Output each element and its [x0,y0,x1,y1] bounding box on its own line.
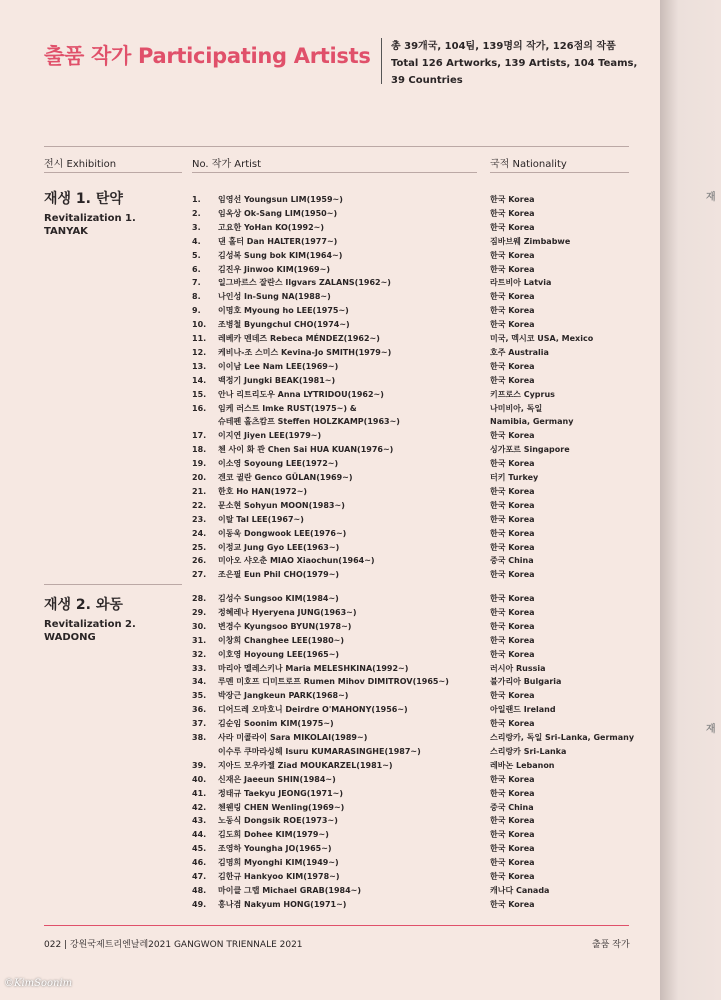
row-artist: 임옥상 Ok-Sang LIM(1950~) [218,208,338,218]
column-rule-exhibition [44,172,182,173]
section-subtitle-line: WADONG [44,632,96,643]
row-nationality: 한국 Korea [490,542,535,552]
row-number: 35. [192,691,207,701]
row-nationality: 아일랜드 Ireland [490,705,556,715]
row-number: 7. [192,278,201,288]
row-artist: 댄 홀터 Dan HALTER(1977~) [218,236,338,246]
row-nationality: 한국 Korea [490,830,535,840]
footer-page-info: 022 | 강원국제트리엔날레2021 GANGWON TRIENNALE 2021 [44,940,303,950]
row-artist: 변경수 Kyungsoo BYUN(1978~) [218,621,352,631]
row-artist: 고요한 YoHan KO(1992~) [218,222,325,232]
row-number: 45. [192,844,207,854]
row-artist: 백정기 Jungki BEAK(1981~) [218,375,336,385]
row-nationality: 한국 Korea [490,459,535,469]
row-nationality: 한국 Korea [490,375,535,385]
footer-rule [44,925,629,926]
row-nationality: 한국 Korea [490,844,535,854]
row-nationality: 한국 Korea [490,222,535,232]
row-nationality: 한국 Korea [490,306,535,316]
row-number: 39. [192,760,207,770]
row-number: 1. [192,195,201,204]
row-number: 11. [192,334,207,343]
row-nationality: 중국 China [490,802,534,812]
row-nationality: 레바논 Lebanon [490,760,555,770]
row-artist: 임영선 Youngsun LIM(1959~) [218,195,343,204]
row-artist: 김성수 Sungsoo KIM(1984~) [218,594,339,603]
row-number: 33. [192,663,207,673]
row-artist: 정혜레나 Hyeryena JUNG(1963~) [218,607,357,617]
row-nationality: 한국 Korea [490,486,535,496]
row-number: 37. [192,719,207,729]
row-nationality: 미국, 멕시코 USA, Mexico [490,334,594,343]
row-nationality: 라트비아 Latvia [490,278,552,288]
next-page-fragment: 재 [706,724,716,735]
row-number: 31. [192,635,207,645]
section-title: 재생 1. 탄약 [44,191,123,207]
row-number: 21. [192,486,207,496]
row-nationality: 한국 Korea [490,774,535,784]
row-artist: 이이남 Lee Nam LEE(1969~) [218,361,339,371]
row-nationality: 한국 Korea [490,264,535,274]
row-number: 49. [192,899,207,909]
row-nationality: 한국 Korea [490,528,535,538]
row-artist: 일그바르스 잘란스 Ilgvars ZALANS(1962~) [218,278,391,288]
row-nationality: 캐나다 Canada [490,885,550,895]
row-artist: 마리아 멜레스키나 Maria MELESHKINA(1992~) [218,663,409,673]
row-number: 30. [192,621,207,631]
row-artist: 지아드 모우카젤 Ziad MOUKARZEL(1981~) [218,760,393,770]
row-number: 10. [192,320,207,330]
row-artist: 첸웬링 CHEN Wenling(1969~) [218,802,345,812]
row-nationality: 러시아 Russia [490,663,546,673]
row-artist: 이탈 Tal LEE(1967~) [218,514,304,524]
row-nationality: 한국 Korea [490,250,535,260]
row-artist: 첸 사이 화 콴 Chen Sai HUA KUAN(1976~) [218,445,394,455]
row-nationality: 나미비아, 독일 [490,403,543,413]
row-number: 48. [192,885,207,895]
row-artist: 이창희 Changhee LEE(1980~) [218,635,344,645]
row-number: 25. [192,542,207,552]
row-nationality: 한국 Korea [490,621,535,631]
row-artist: 겐코 귈란 Genco GÜLAN(1969~) [218,473,353,482]
row-nationality: 한국 Korea [490,899,535,909]
summary-line: Total 126 Artworks, 139 Artists, 104 Teams, [391,58,638,69]
row-number: 22. [192,500,207,510]
summary-line: 39 Countries [391,75,463,86]
row-artist: 이명호 Myoung ho LEE(1975~) [218,306,349,316]
row-number: 15. [192,389,207,399]
section-subtitle [44,618,136,644]
row-nationality: 스리랑카, 독일 Sri-Lanka, Germany [490,733,635,742]
row-artist: 김성복 Sung bok KIM(1964~) [218,250,343,260]
row-number: 46. [192,858,207,868]
row-artist: 루멘 미호프 디미트로프 Rumen Mihov DIMITROV(1965~) [218,677,449,687]
row-number: 23. [192,514,207,524]
row-nationality: 한국 Korea [490,816,535,826]
row-artist: 김도희 Dohee KIM(1979~) [218,830,329,840]
row-number: 16. [192,403,207,413]
row-artist: 레베카 멘데즈 Rebeca MÉNDEZ(1962~) [218,334,380,343]
row-number: 32. [192,649,207,659]
row-number: 3. [192,222,201,232]
row-artist: 조은필 Eun Phil CHO(1979~) [218,570,340,580]
row-number: 47. [192,872,207,881]
summary [391,38,637,89]
row-number: 43. [192,816,207,826]
section-subtitle-line: Revitalization 1. [44,213,136,224]
row-number: 28. [192,594,207,603]
row-nationality: 짐바브웨 Zimbabwe [490,236,571,246]
row-number: 34. [192,677,207,687]
row-number: 44. [192,830,207,840]
footer-section: 출품 작가 [592,940,630,950]
row-artist: 이동욱 Dongwook LEE(1976~) [218,528,347,538]
row-nationality: 중국 China [490,556,534,566]
column-header-exhibition: 전시 Exhibition [44,159,117,170]
row-nationality: 한국 Korea [490,292,535,302]
row-artist: 이호영 Hoyoung LEE(1965~) [218,649,340,659]
row-nationality: Namibia, Germany [490,417,574,427]
row-nationality: 싱가포르 Singapore [490,445,570,455]
top-rule [44,146,629,147]
watermark: ©KimSoonim [4,978,73,989]
row-artist: 김순임 Soonim KIM(1975~) [218,719,334,729]
section-subtitle-line: TANYAK [44,226,88,237]
row-nationality: 한국 Korea [490,514,535,524]
row-artist: 이정교 Jung Gyo LEE(1963~) [218,542,340,552]
column-header-nationality: 국적 Nationality [490,159,567,170]
row-nationality: 불가리아 Bulgaria [490,677,562,687]
row-nationality: 한국 Korea [490,872,535,881]
row-nationality: 터키 Turkey [490,473,539,482]
row-artist: 슈테펜 홀츠캄프 Steffen HOLZKAMP(1963~) [218,417,400,427]
row-number: 13. [192,361,207,371]
row-number: 14. [192,375,207,385]
row-nationality: 한국 Korea [490,570,535,580]
row-nationality: 한국 Korea [490,208,535,218]
next-page-fragment: 재 [706,192,716,203]
row-number: 9. [192,306,201,316]
row-artist: 김한규 Hankyoo KIM(1978~) [218,872,340,881]
row-artist: 정태규 Taekyu JEONG(1971~) [218,788,344,798]
page-title: 출품 작가 Participating Artists [44,44,371,68]
row-nationality: 한국 Korea [490,607,535,617]
row-nationality: 한국 Korea [490,788,535,798]
row-artist: 안나 리트리도우 Anna LYTRIDOU(1962~) [218,389,384,399]
row-nationality: 한국 Korea [490,594,535,603]
row-number: 20. [192,473,207,482]
row-nationality: 한국 Korea [490,431,535,441]
row-artist: 조병철 Byungchul CHO(1974~) [218,320,350,330]
row-number: 6. [192,264,201,274]
row-nationality: 호주 Australia [490,347,549,357]
row-artist: 홍나겸 Nakyum HONG(1971~) [218,899,347,909]
row-nationality: 한국 Korea [490,320,535,330]
row-artist: 김진우 Jinwoo KIM(1969~) [218,264,330,274]
row-artist: 나인성 In-Sung NA(1988~) [218,292,331,302]
row-artist: 김명희 Myonghi KIM(1949~) [218,858,339,868]
row-number: 26. [192,556,207,566]
row-number: 5. [192,250,201,260]
row-artist: 조영하 Youngha JO(1965~) [218,844,332,854]
row-artist: 사라 미콜라이 Sara MIKOLAI(1989~) [218,733,368,742]
row-number: 41. [192,788,207,798]
row-artist: 한호 Ho HAN(1972~) [218,486,308,496]
row-nationality: 한국 Korea [490,649,535,659]
section-subtitle-line: Revitalization 2. [44,619,136,630]
row-nationality: 한국 Korea [490,691,535,701]
row-nationality: 키프로스 Cyprus [490,389,555,399]
row-number: 2. [192,208,201,218]
row-number: 40. [192,774,207,784]
row-artist: 박장근 Jangkeun PARK(1968~) [218,691,349,701]
row-artist: 문소현 Sohyun MOON(1983~) [218,500,345,510]
next-page-edge [660,0,721,1000]
row-artist: 이소영 Soyoung LEE(1972~) [218,459,339,469]
row-nationality: 한국 Korea [490,195,535,204]
row-artist: 신재은 Jaeeun SHIN(1984~) [218,774,336,784]
row-nationality: 한국 Korea [490,858,535,868]
row-number: 24. [192,528,207,538]
row-number: 17. [192,431,207,441]
row-nationality: 한국 Korea [490,500,535,510]
column-rule-artist [192,172,477,173]
row-number: 19. [192,459,207,469]
row-number: 38. [192,733,207,742]
row-artist: 디어드레 오마호니 Deirdre O'MAHONY(1956~) [218,705,408,715]
row-artist: 케비나-조 스미스 Kevina-Jo SMITH(1979~) [218,347,392,357]
section-subtitle [44,212,136,238]
row-number: 27. [192,570,207,580]
summary-line: 총 39개국, 104팀, 139명의 작가, 126점의 작품 [391,41,616,52]
column-header-artist: No. 작가 Artist [192,159,262,170]
title-divider [381,38,382,84]
row-number: 18. [192,445,207,455]
row-number: 8. [192,292,201,302]
row-nationality: 한국 Korea [490,635,535,645]
row-artist: 노동식 Dongsik ROE(1973~) [218,816,338,826]
row-number: 4. [192,236,201,246]
row-number: 12. [192,347,207,357]
row-number: 42. [192,802,207,812]
row-artist: 이수루 쿠마라싱헤 Isuru KUMARASINGHE(1987~) [218,746,421,756]
row-artist: 미아오 샤오춘 MIAO Xiaochun(1964~) [218,556,375,566]
row-artist: 이지연 Jiyen LEE(1979~) [218,431,322,441]
row-artist: 마이클 그랩 Michael GRAB(1984~) [218,885,361,895]
row-nationality: 한국 Korea [490,719,535,729]
row-artist: 임케 러스트 Imke RUST(1975~) & [218,403,357,413]
row-nationality: 스리랑카 Sri-Lanka [490,746,567,756]
section-title: 재생 2. 와동 [44,597,123,613]
row-nationality: 한국 Korea [490,361,535,371]
section-rule [44,584,182,585]
row-number: 29. [192,607,207,617]
row-number: 36. [192,705,207,715]
column-rule-nationality [490,172,629,173]
